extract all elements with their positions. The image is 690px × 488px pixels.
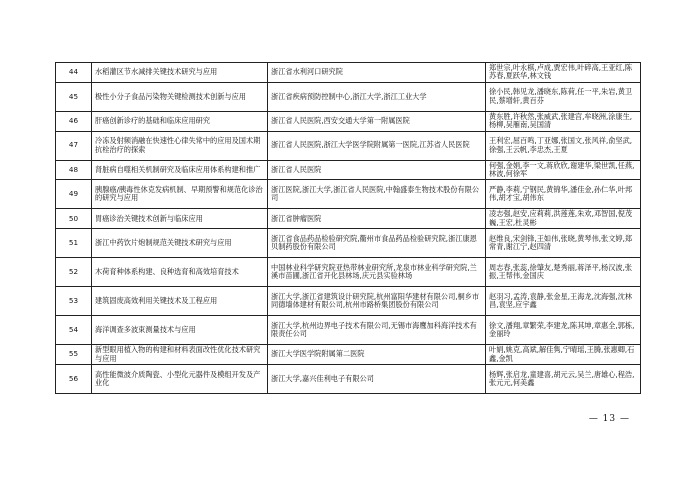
organization-cell: 浙江大学医学院附属第二医院 bbox=[268, 345, 486, 365]
table-row bbox=[56, 365, 641, 394]
table-row bbox=[56, 111, 641, 131]
organization-cell: 浙江省人民医院,浙江大学医学院附属第一医院,江苏省人民医院 bbox=[268, 131, 486, 160]
organization-cell: 浙江省肿瘤医院 bbox=[268, 209, 486, 229]
organization-cell: 浙江大学,嘉兴佳利电子有限公司 bbox=[268, 365, 486, 394]
people-cell: 徐文,潘翔,章繁荣,李建龙,陈其坤,章惠全,郭栋,金丽玲 bbox=[486, 316, 641, 345]
project-name-cell: 水稻灌区节水减排关键技术研究与应用 bbox=[92, 63, 268, 83]
awards-table-body bbox=[56, 63, 641, 394]
people-cell: 王利宏,屈百鸣,丁亚娜,张国文,张风祥,俞坚武,徐强,王云帆,李忠杰,王夏 bbox=[486, 131, 641, 160]
project-name-cell: 冷冻及射频消融在快速性心律失常中的应用及国术期抗栓治疗的探索 bbox=[92, 131, 268, 160]
people-cell: 周志春,张蕊,徐肇友,楚秀丽,蒋泽平,杨汉波,张振,王帮伟,金国庆 bbox=[486, 258, 641, 287]
people-cell: 徐小民,韩见龙,潘晓东,陈荷,任一平,朱岩,黄卫民,蔡增轩,黄百芬 bbox=[486, 82, 641, 111]
row-number-cell: 50 bbox=[56, 209, 92, 229]
awards-table bbox=[55, 62, 641, 394]
people-cell: 何强,金娟,李一文,蒋欣欣,谢建华,梁世凯,任燕,林波,何徐军 bbox=[486, 160, 641, 180]
project-name-cell: 极性小分子食品污染物关键检测技术创新与应用 bbox=[92, 82, 268, 111]
organization-cell: 浙江省水利河口研究院 bbox=[268, 63, 486, 83]
project-name-cell: 浙江中药饮片炮制规范关键技术研究与应用 bbox=[92, 229, 268, 258]
row-number-cell: 47 bbox=[56, 131, 92, 160]
table-row bbox=[56, 258, 641, 287]
row-number-cell: 51 bbox=[56, 229, 92, 258]
organization-cell: 浙江省人民医院,西安交通大学第一附属医院 bbox=[268, 111, 486, 131]
row-number-cell: 52 bbox=[56, 258, 92, 287]
project-name-cell: 建筑固废高效利用关键技术及工程应用 bbox=[92, 287, 268, 316]
table-row bbox=[56, 345, 641, 365]
people-cell: 黄东胜,许秋然,张威武,张建宫,牟晓洲,涂康生,杨柳,吴雁南,吴国清 bbox=[486, 111, 641, 131]
people-cell: 郑世宗,叶永棋,卢成,贾宏伟,叶碎高,王亚红,陈苏春,夏跃华,林文钱 bbox=[486, 63, 641, 83]
organization-cell: 浙江省人民医院 bbox=[268, 160, 486, 180]
organization-cell: 浙江医院,浙江大学,浙江省人民医院,中翰盛泰生物技术股份有限公司 bbox=[268, 180, 486, 209]
row-number-cell: 54 bbox=[56, 316, 92, 345]
table-row bbox=[56, 63, 641, 83]
people-cell: 赵维良,宋剑锋,王如伟,张晓,黄琴伟,张文婷,郑常青,谢江宁,赵四清 bbox=[486, 229, 641, 258]
row-number-cell: 49 bbox=[56, 180, 92, 209]
table-row bbox=[56, 160, 641, 180]
project-name-cell: 高性能微波介质陶瓷、小型化元器件及模组开发及产业化 bbox=[92, 365, 268, 394]
row-number-cell: 56 bbox=[56, 365, 92, 394]
project-name-cell: 木荷育种体系构建、良种选育和高效培育技术 bbox=[92, 258, 268, 287]
table-row bbox=[56, 209, 641, 229]
table-row bbox=[56, 180, 641, 209]
table-row bbox=[56, 229, 641, 258]
project-name-cell: 新型眼用植入物的构建和材料表面改性优化技术研究与应用 bbox=[92, 345, 268, 365]
organization-cell: 浙江大学,浙江省建筑设计研究院,杭州富阳华建材有限公司,桐乡市同德墙体建材有限公司,杭州市路桥集团股份有限公司 bbox=[268, 287, 486, 316]
table-row bbox=[56, 316, 641, 345]
organization-cell: 中国林业科学研究院亚热带林业研究所,龙泉市林业科学研究院,兰溪市苗圃,浙江省开化县林场,庆元县实验林场 bbox=[268, 258, 486, 287]
people-cell: 赵羽习,孟涛,袁静,张金星,王海龙,沈海强,沈林昌,袁坚,应宇鑫 bbox=[486, 287, 641, 316]
row-number-cell: 48 bbox=[56, 160, 92, 180]
project-name-cell: 胰腺癌/胰毒性休克发病机制、早期预警和规范化诊治的研究与应用 bbox=[92, 180, 268, 209]
project-name-cell: 肝癌创新诊疗的基础和临床应用研究 bbox=[92, 111, 268, 131]
row-number-cell: 44 bbox=[56, 63, 92, 83]
organization-cell: 浙江省疾病预防控制中心,浙江大学,浙江工业大学 bbox=[268, 82, 486, 111]
table-row bbox=[56, 287, 641, 316]
table-row bbox=[56, 131, 641, 160]
people-cell: 杨辉,张启龙,童建喜,胡元云,吴兰,唐雄心,程浩,张元元,何美鑫 bbox=[486, 365, 641, 394]
project-name-cell: 胃癌诊治关键技术创新与临床应用 bbox=[92, 209, 268, 229]
row-number-cell: 55 bbox=[56, 345, 92, 365]
table-row bbox=[56, 82, 641, 111]
row-number-cell: 46 bbox=[56, 111, 92, 131]
organization-cell: 浙江大学,杭州边界电子技术有限公司,无锡市海鹰加科海洋技术有限责任公司 bbox=[268, 316, 486, 345]
project-name-cell: 海洋调查多波束测量技术与应用 bbox=[92, 316, 268, 345]
project-name-cell: 肾脏病自噬相关机制研究及临床应用体系构建和推广 bbox=[92, 160, 268, 180]
people-cell: 严静,李莉,宁钢民,黄锦华,潘佳金,孙仁华,叶邦伟,胡才宝,胡伟东 bbox=[486, 180, 641, 209]
people-cell: 凌志强,赵安,应莉莉,洪莲莲,朱欢,邓智国,倪茂巍,王宏,杜灵彬 bbox=[486, 209, 641, 229]
organization-cell: 浙江省食品药品检验研究院,衢州市食品药品检验研究院,浙江康恩贝制药股份有限公司 bbox=[268, 229, 486, 258]
row-number-cell: 53 bbox=[56, 287, 92, 316]
people-cell: 叶娟,姚克,高斌,解佳隽,宁晴瑶,王腾,张惠卿,石鑫,金凯 bbox=[486, 345, 641, 365]
row-number-cell: 45 bbox=[56, 82, 92, 111]
page-number: — 13 — bbox=[588, 414, 630, 424]
